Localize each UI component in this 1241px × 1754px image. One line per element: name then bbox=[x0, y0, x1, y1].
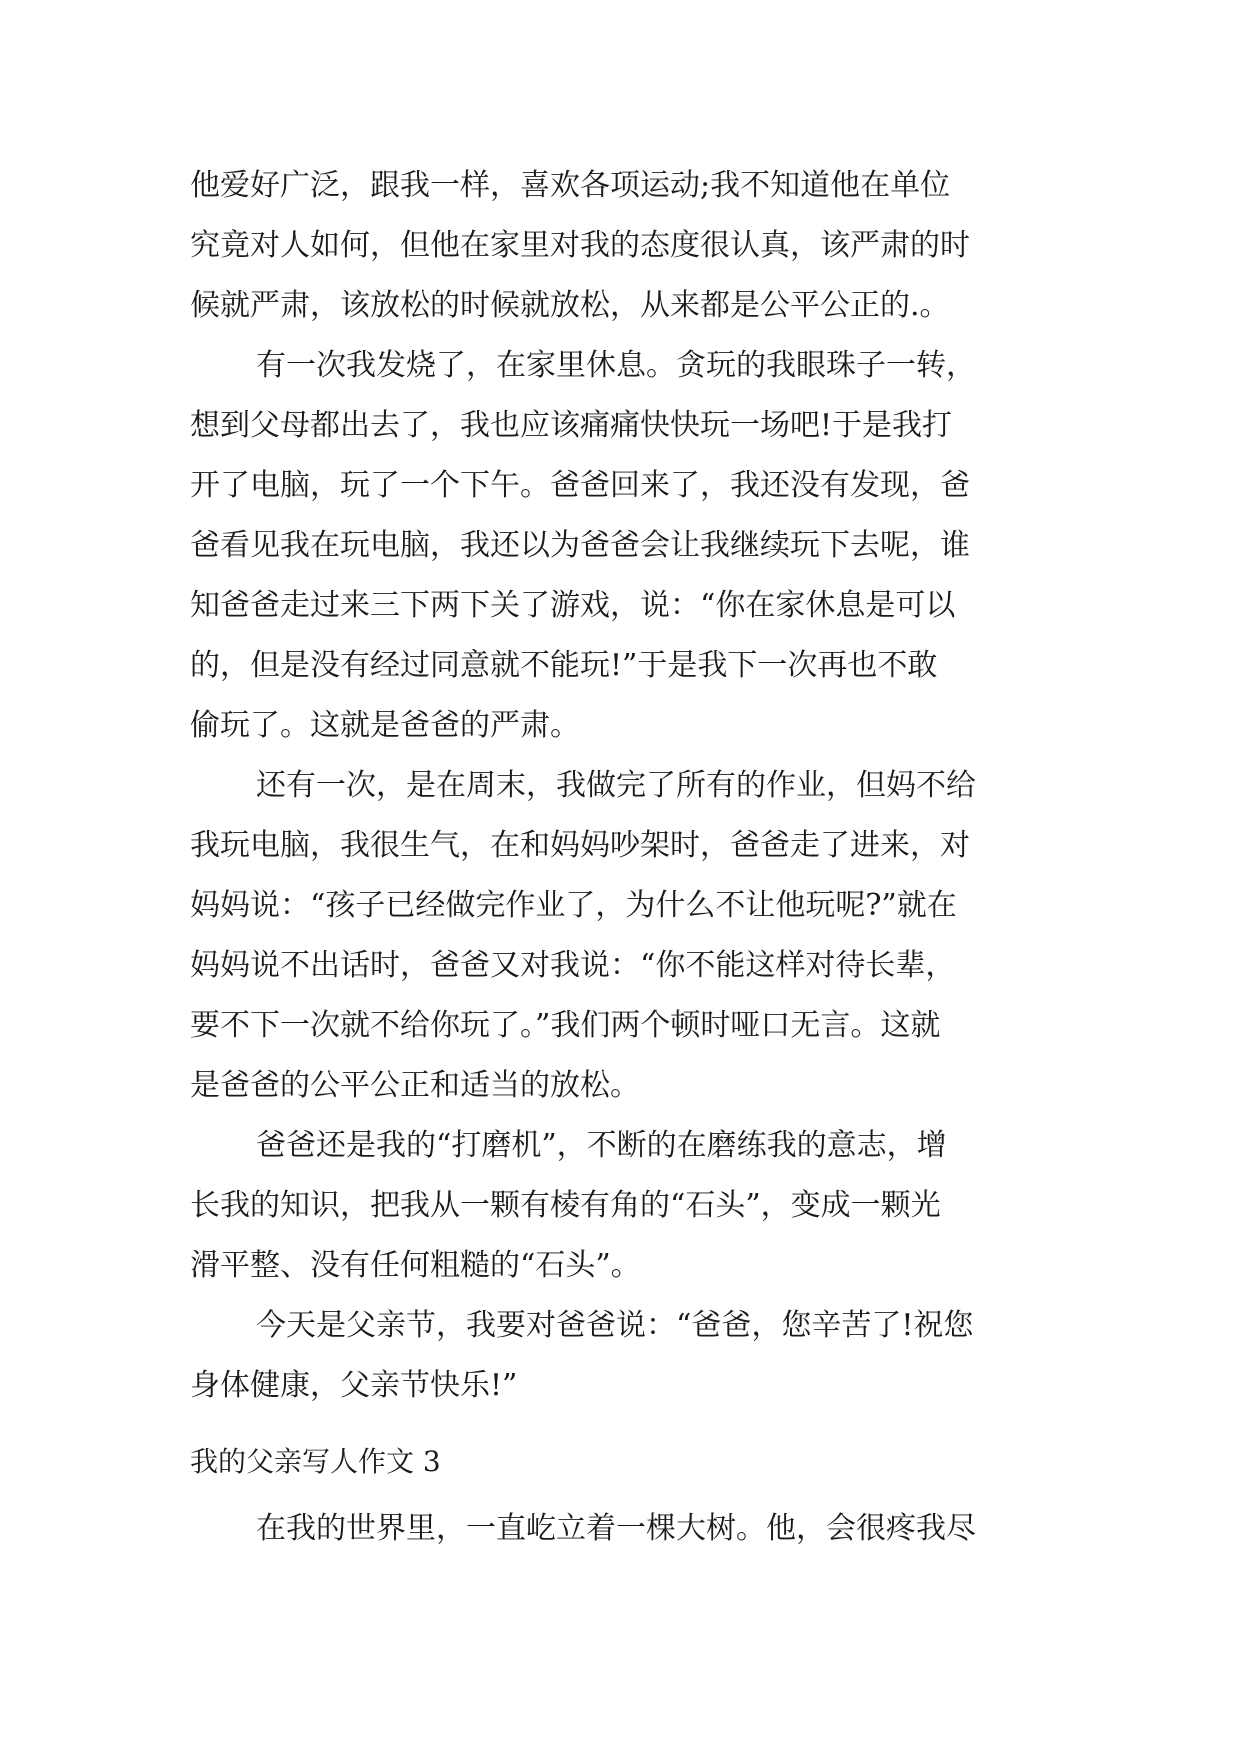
paragraph-line: 爸看见我在玩电脑，我还以为爸爸会让我继续玩下去呢，谁 bbox=[190, 528, 970, 563]
paragraph-line: 的，但是没有经过同意就不能玩!”于是我下一次再也不敢 bbox=[190, 648, 938, 683]
paragraph-line: 还有一次，是在周末，我做完了所有的作业，但妈不给 bbox=[256, 768, 976, 803]
paragraph-line: 我玩电脑，我很生气，在和妈妈吵架时，爸爸走了进来，对 bbox=[190, 828, 970, 863]
paragraph-line: 有一次我发烧了，在家里休息。贪玩的我眼珠子一转， bbox=[256, 348, 976, 383]
paragraph-line: 在我的世界里，一直屹立着一棵大树。他，会很疼我尽 bbox=[256, 1511, 976, 1546]
paragraph-line: 知爸爸走过来三下两下关了游戏，说：“你在家休息是可以 bbox=[190, 588, 956, 623]
paragraph-line: 候就严肃，该放松的时候就放松，从来都是公平公正的.。 bbox=[190, 288, 950, 323]
paragraph-line: 今天是父亲节，我要对爸爸说：“爸爸，您辛苦了!祝您 bbox=[256, 1308, 974, 1343]
paragraph-line: 究竟对人如何，但他在家里对我的态度很认真，该严肃的时 bbox=[190, 228, 970, 263]
paragraph-line: 要不下一次就不给你玩了。”我们两个顿时哑口无言。这就 bbox=[190, 1008, 941, 1043]
paragraph-line: 是爸爸的公平公正和适当的放松。 bbox=[190, 1068, 640, 1103]
paragraph-line: 爸爸还是我的“打磨机”，不断的在磨练我的意志，增 bbox=[256, 1128, 947, 1163]
paragraph-line: 长我的知识，把我从一颗有棱有角的“石头”，变成一颗光 bbox=[190, 1188, 941, 1223]
paragraph-line: 开了电脑，玩了一个下午。爸爸回来了，我还没有发现，爸 bbox=[190, 468, 970, 503]
paragraph-line: 妈妈说不出话时，爸爸又对我说：“你不能这样对待长辈， bbox=[190, 948, 956, 983]
paragraph-line: 妈妈说：“孩子已经做完作业了，为什么不让他玩呢?”就在 bbox=[190, 888, 957, 923]
paragraph-line: 身体健康，父亲节快乐!” bbox=[190, 1368, 518, 1403]
section-title: 我的父亲写人作文 3 bbox=[190, 1445, 441, 1478]
paragraph-line: 偷玩了。这就是爸爸的严肃。 bbox=[190, 708, 580, 743]
paragraph-line: 他爱好广泛，跟我一样，喜欢各项运动;我不知道他在单位 bbox=[190, 168, 951, 203]
paragraph-line: 滑平整、没有任何粗糙的“石头”。 bbox=[190, 1248, 641, 1283]
paragraph-line: 想到父母都出去了，我也应该痛痛快快玩一场吧!于是我打 bbox=[190, 408, 953, 443]
